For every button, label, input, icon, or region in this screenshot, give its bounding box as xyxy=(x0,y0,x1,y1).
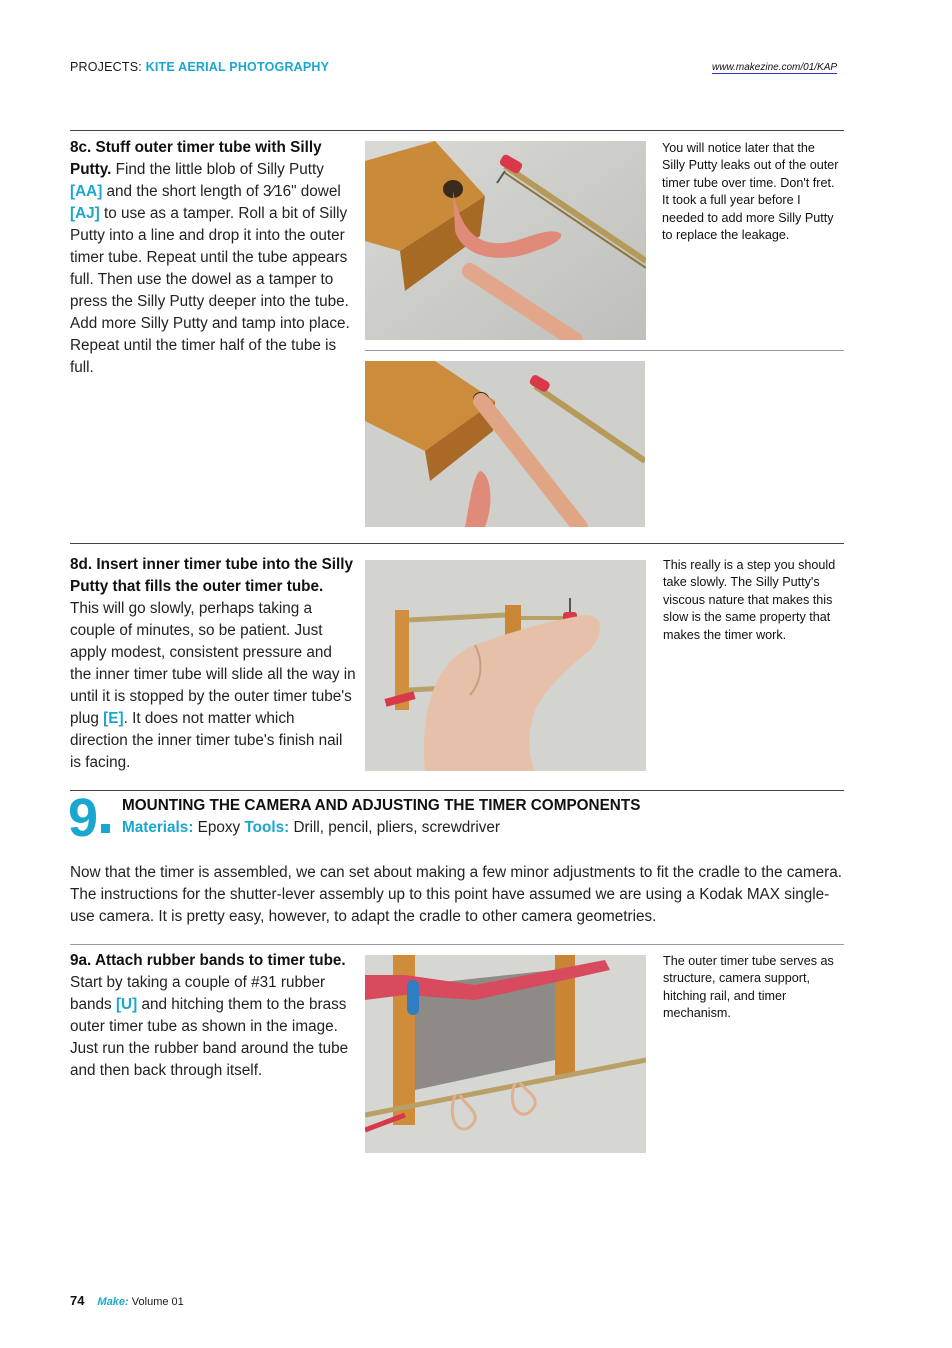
dowel-size: 3⁄16" xyxy=(263,183,297,200)
materials-label: Materials: xyxy=(122,819,194,836)
photo-inserting-inner-tube xyxy=(365,560,646,771)
website-link[interactable]: www.makezine.com/01/KAP xyxy=(712,62,838,73)
step-8d-title: 8d. Insert inner timer tube into the Silly Putty that fills the outer timer tube. xyxy=(70,556,354,595)
note-8d: This really is a step you should take slowly. The Silly Putty's viscous nature that makes this slow is the same property that makes the timer work. xyxy=(663,558,836,642)
section-prefix: PROJECTS: xyxy=(70,60,142,74)
step-9a-text xyxy=(70,950,356,1082)
step-9-materials xyxy=(122,819,500,837)
step-8d-text xyxy=(70,554,356,774)
tools-label: Tools: xyxy=(244,819,290,836)
page-number: 74 xyxy=(70,1293,85,1308)
step-9a-title: 9a. Attach rubber bands to timer tube. xyxy=(70,952,346,969)
step-number-dot xyxy=(101,824,110,833)
part-ref-aa: [AA] xyxy=(70,183,103,200)
part-ref-e: [E] xyxy=(103,710,124,727)
step-8d-body-2: . It does not matter which direction the inner timer tube's finish nail is facing. xyxy=(70,710,343,771)
note-9a: The outer timer tube serves as structure, camera support, hitching rail, and timer mechanism. xyxy=(663,954,834,1021)
divider xyxy=(70,543,844,544)
step-9a-body-2: and hitching them to the brass outer timer tube as shown in the image. Just run the rubber band around the tube and then back through itself. xyxy=(70,996,349,1079)
step-9a-body-1: Start by taking a couple of #31 rubber bands xyxy=(70,974,326,1013)
step-9-title: MOUNTING THE CAMERA AND ADJUSTING THE TIMER COMPONENTS xyxy=(122,797,641,814)
magazine-brand: Make: xyxy=(97,1296,129,1308)
step-number: 9 xyxy=(68,788,97,848)
divider xyxy=(70,130,844,131)
photo-dowel-tamper xyxy=(365,361,645,527)
section-title: KITE AERIAL PHOTOGRAPHY xyxy=(145,60,330,74)
step-8c-body-2: and the short length of xyxy=(106,183,259,200)
divider xyxy=(365,350,844,351)
step-8c-text xyxy=(70,137,356,379)
step-8c-body-1: Find the little blob of Silly Putty xyxy=(115,161,324,178)
note-8c: You will notice later that the Silly Putty leaks out of the outer timer tube over time. Don't fret. It took a full year before I needed to add more Silly Putty to replace the leakage. xyxy=(662,141,839,243)
volume-label: Volume 01 xyxy=(131,1296,184,1308)
step-8d-body-1: This will go slowly, perhaps taking a couple of minutes, so be patient. Just apply modest, consistent pressure and the inner timer tube will slide all the way in until it is stopped by the outer timer tube's plug xyxy=(70,600,356,727)
photo-putty-blob xyxy=(365,141,646,340)
divider xyxy=(70,944,844,945)
step-8c-body-3: dowel xyxy=(300,183,341,200)
photo-rubber-bands xyxy=(365,955,646,1153)
step-8c-title: 8c. Stuff outer timer tube with Silly Putty. xyxy=(70,139,322,178)
step-8c-body-4: to use as a tamper. Roll a bit of Silly Putty into a line and drop it into the outer timer tube. Repeat until the tube appears full. Then use the dowel as a tamper to press the Silly Putty deeper into the tube. Add more Silly Putty and tamp into place. Repeat until the timer half of the tube is full. xyxy=(70,205,350,376)
materials-value: Epoxy xyxy=(197,819,241,836)
section-header xyxy=(70,60,329,74)
part-ref-u: [U] xyxy=(115,996,138,1013)
part-ref-aj: [AJ] xyxy=(70,205,100,222)
page-footer xyxy=(70,1293,184,1308)
tools-value: Drill, pencil, pliers, screwdriver xyxy=(293,819,500,836)
step-9-intro: Now that the timer is assembled, we can set about making a few minor adjustments to fit the cradle to the camera. The instructions for the shutter-lever assembly up to this point have assumed we are using a Kodak MAX single-use camera. It is pretty easy, however, to adapt the cradle to other camera geometries. xyxy=(70,864,843,925)
divider xyxy=(70,790,844,791)
